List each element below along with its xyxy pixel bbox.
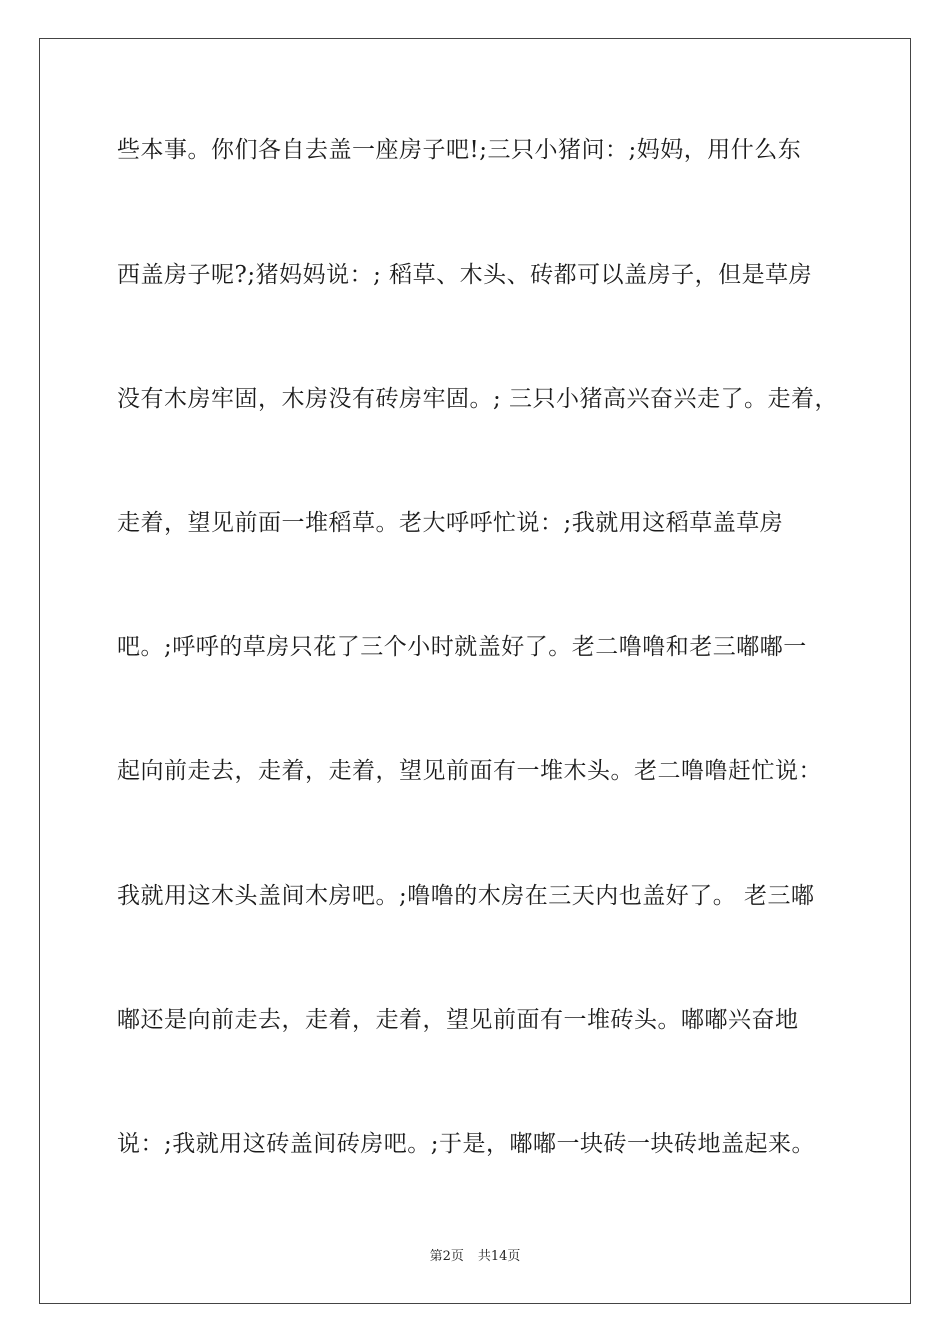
text-line-1: 些本事。你们各自去盖一座房子吧!;三只小猪问：;妈妈，用什么东	[117, 137, 802, 163]
page-number-total: 共14页	[477, 1249, 521, 1264]
text-line-6: 起向前走去，走着，走着，望见前面有一堆木头。老二噜噜赶忙说：	[117, 758, 822, 784]
text-line-3: 没有木房牢固，木房没有砖房牢固。; 三只小猪高兴奋兴走了。走着，	[117, 386, 839, 412]
page-number-current: 第2页	[429, 1249, 464, 1264]
text-line-9: 说：;我就用这砖盖间砖房吧。;于是，嘟嘟一块砖一块砖地盖起来。	[117, 1131, 815, 1157]
text-line-8: 嘟还是向前走去，走着，走着，望见前面有一堆砖头。嘟嘟兴奋地	[117, 1007, 799, 1033]
text-line-5: 吧。;呼呼的草房只花了三个小时就盖好了。老二噜噜和老三嘟嘟一	[117, 634, 807, 660]
text-line-2: 西盖房子呢?;猪妈妈说：; 稻草、木头、砖都可以盖房子，但是草房	[117, 262, 813, 288]
text-line-7: 我就用这木头盖间木房吧。;噜噜的木房在三天内也盖好了。 老三嘟	[117, 883, 815, 909]
page-border	[39, 38, 911, 1304]
page-footer	[0, 1248, 950, 1266]
text-line-4: 走着，望见前面一堆稻草。老大呼呼忙说：;我就用这稻草盖草房	[117, 510, 784, 536]
